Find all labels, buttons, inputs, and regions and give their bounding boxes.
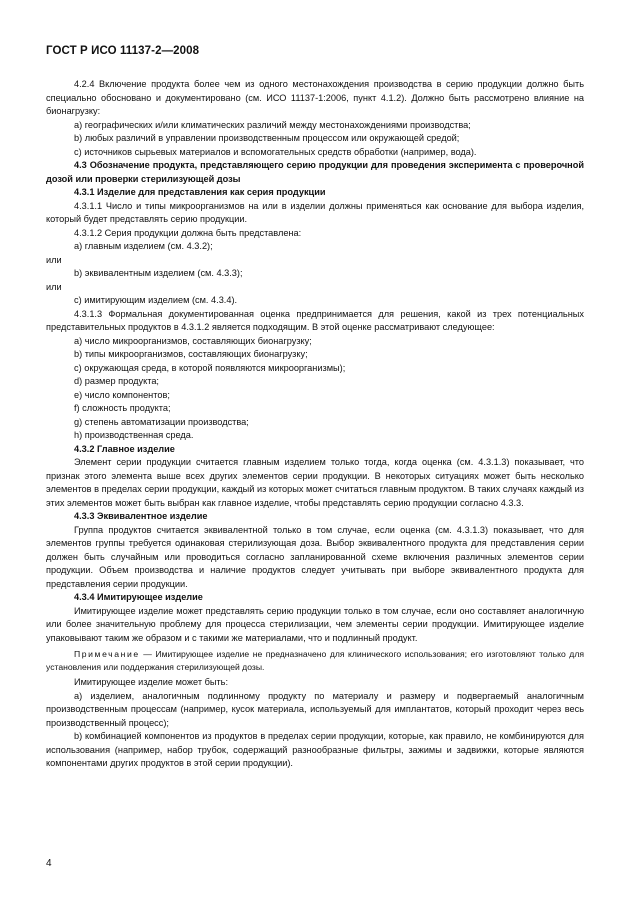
section-4-3-1-heading: 4.3.1 Изделие для представления как серия продукции [74,187,326,197]
list-item: g) степень автоматизации производства; [74,416,249,427]
or-connector: или [46,254,62,265]
option-a: a) главным изделием (см. 4.3.2); [74,241,213,251]
list-item: c) источников сырьевых материалов и вспомогательных средств обработки (например, вода). [74,146,477,157]
section-4-3-2-text: Элемент серии продукции считается главным изделием только тогда, когда оценка (см. 4.3.1.3) показывает, что признак этого элемента выше всех других элементов серии продукции. В некоторых ситуациях может быть несколько элементов в пределах серии продукции, каждый из которых может считаться главным продуктом. В таких случаях каждый из этих элементов может быть выбран как главное изделие, чтобы представлять серию продукции согласно 4.3.3. [46,457,584,508]
list-item: e) число компонентов; [74,389,170,400]
document-header: ГОСТ Р ИСО 11137-2—2008 [46,45,200,57]
list-item: f) сложность продукта; [74,403,171,413]
page-number: 4 [46,858,52,869]
section-4-3-1-2-text: 4.3.1.2 Серия продукции должна быть представлена: [74,227,302,238]
list-item: c) окружающая среда, в которой появляются микроорганизмы); [74,362,346,373]
list-item: a) географических и/или климатических различий между местонахождениями производства; [74,119,471,130]
section-4-2-4-text: 4.2.4 Включение продукта более чем из одного местонахождения производства в серию продукции должно быть специально обосновано и документировано (см. ИСО 11137-1:2006, пункт 4.1.2). Должно быть рассмотрено влияние на бионагрузку: [46,79,584,116]
or-connector: или [46,281,62,292]
section-4-3-heading: 4.3 Обозначение продукта, представляющего серию продукции для проведения эксперимента с проверочной дозой или проверки стерилизующей дозы [46,160,584,184]
document-body [46,78,584,771]
option-b: b) эквивалентным изделием (см. 4.3.3); [74,268,243,278]
section-4-3-3-heading: 4.3.3 Эквивалентное изделие [74,511,208,521]
list-item: b) типы микроорганизмов, составляющих бионагрузку; [74,349,308,359]
list-item: b) любых различий в управлении производственным процессом или окружающей средой; [74,133,460,143]
section-4-3-4-can-be: Имитирующее изделие может быть: [74,677,229,687]
list-item: a) изделием, аналогичным подлинному продукту по материалу и размеру и подвергаемый аналогичным производственным процессам (например, кусок материала, используемый для имплантатов, который проходит через весь производственный процесс); [46,690,584,728]
note-text: — Имитирующее изделие не предназначено для клинического использования; его изготовляют только для установления или поддержания стерилизующей дозы. [46,649,584,672]
option-c: c) имитирующим изделием (см. 4.3.4). [74,295,238,305]
section-4-3-4-heading: 4.3.4 Имитирующее изделие [74,592,203,602]
note [46,648,584,674]
note-label: Примечание [74,649,140,659]
section-4-3-1-3-text: 4.3.1.3 Формальная документированная оценка предпринимается для решения, какой из трех потенциальных представительных продуктов в 4.3.1.2 является подходящим. В этой оценке рассматривают следующее: [46,308,584,332]
section-4-3-4-text: Имитирующее изделие может представлять серию продукции только в том случае, если оно составляет аналогичную или более значительную проблему для процесса стерилизации, чем элементы серии продукции. Имитирующее изделие упаковывают таким же образом и с такими же материалами, что и подлинный продукт. [46,605,584,643]
section-4-3-1-1-text: 4.3.1.1 Число и типы микроорганизмов на или в изделии должны применяться как основание для выбора изделия, который будет представлять серию продукции. [46,200,584,224]
list-item: d) размер продукта; [74,376,159,386]
list-item: b) комбинацией компонентов из продуктов в пределах серии продукции, которые, как правило, не комбинируются для использования (например, набор трубок, содержащий разнообразные фильтры, зажимы и задвижки, которые являются компонентами других продуктов в этой серии продукции). [46,731,584,768]
section-4-3-2-heading: 4.3.2 Главное изделие [74,443,175,454]
list-item: h) производственная среда. [74,430,194,440]
list-item: a) число микроорганизмов, составляющих бионагрузку; [74,335,312,346]
section-4-3-3-text: Группа продуктов считается эквивалентной только в том случае, если оценка (см. 4.3.1.3) показывает, что для элементов группы требуется одинаковая стерилизующая доза. Выбор эквивалентного продукта для представления серии должен быть случайным или проводиться согласно запланированной схеме включения различных элементов серии продукции. Объем производства и наличие продуктов следует учитывать при выборе эквивалентного продукта для представления серии продукции. [46,524,584,589]
